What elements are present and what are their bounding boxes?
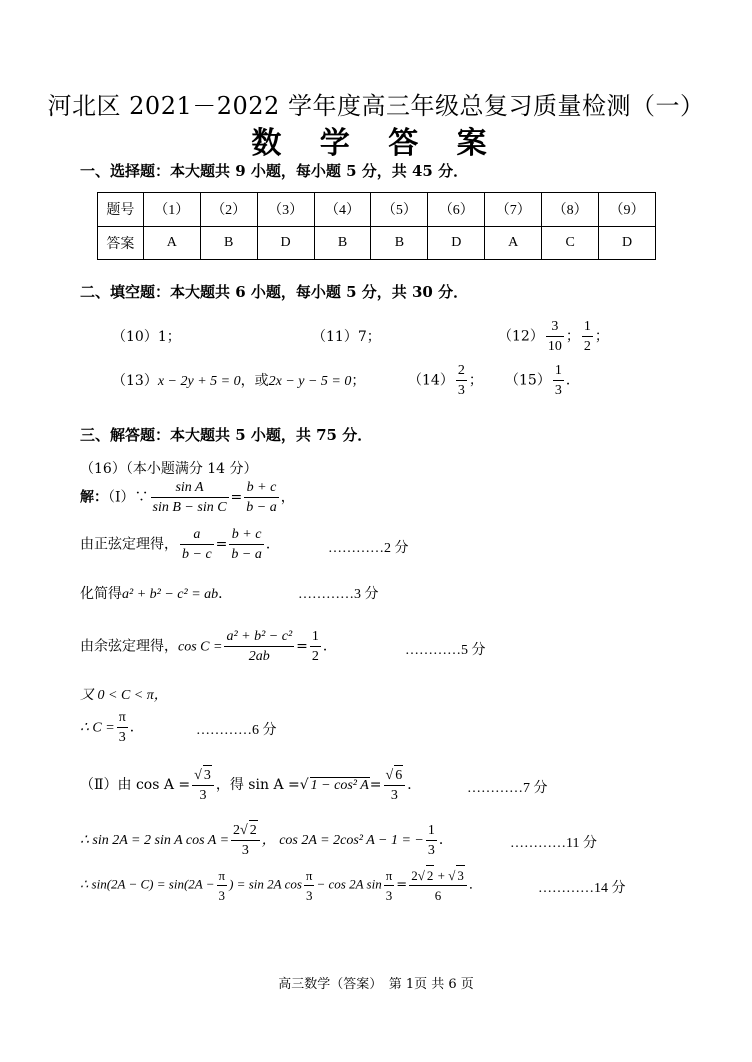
section1-heading: 一、选择题：本大题共 9 小题，每小题 5 分，共 45 分． [80,162,469,180]
fraction-denominator: 3 [218,887,226,903]
fraction-denominator: 3 [457,383,465,398]
score-marker: …………3 分 [298,587,379,602]
table-cell: （2） [200,193,257,227]
fraction-denominator: 3 [427,842,435,858]
q13-answer [112,370,365,390]
line-end: ． [265,536,280,553]
score-marker: …………5 分 [405,643,486,658]
table-cell: （5） [371,193,428,227]
lhs: cos C = [178,639,223,655]
q15-answer [505,361,580,400]
fraction [426,821,437,860]
part1-label: （Ⅰ）∵ [108,489,149,506]
fraction-denominator: 3 [385,887,393,903]
line-end: ． [322,638,337,655]
q10-answer [112,326,181,346]
score-marker: …………14 分 [538,881,626,896]
line-end: ， [280,489,295,506]
table-cell: （3） [257,193,314,227]
fraction-denominator: b − c [182,547,212,562]
table-cell: （4） [314,193,371,227]
fraction [409,865,467,905]
fraction [310,627,321,666]
q13-equation-1: x − 2y + 5 = 0 [157,374,241,389]
solution-line-2 [80,525,280,564]
equals: = [215,536,228,553]
fraction-numerator: 1 [553,361,564,381]
fraction-numerator: 2√ 2 + √ 3 [409,865,467,886]
fraction [192,765,214,805]
fraction-denominator: 3 [241,843,249,858]
radicand: 3 [203,765,212,785]
line-prefix: 由余弦定理得， [80,638,178,655]
table-cell: 答案 [98,226,144,260]
table-cell: 题号 [98,193,144,227]
fraction-denominator: 2 [311,649,319,664]
q16-header: （16）（本小题满分 14 分） [80,461,258,477]
radicand: 2 [249,820,258,840]
line-prefix: ∴ sin(2A − C) = sin(2A − [80,876,215,892]
table-cell: D [599,226,656,260]
line-mid: ， cos 2A = 2cos² A − 1 = − [261,833,424,848]
solution-line-8 [80,820,453,860]
fraction-denominator: 2 [583,339,591,354]
fraction [180,525,214,564]
fraction [224,627,294,666]
q14-fraction [456,361,467,400]
fraction-numerator: π [304,866,315,886]
score-marker: …………11 分 [510,836,597,851]
page-title: 河北区 2021－2022 学年度高三年级总复习质量检测（一） [47,92,705,120]
q15-end: ． [565,372,580,389]
coefficient: 2 [411,868,418,883]
solution-line-4 [80,627,337,666]
solution-line-7: （Ⅱ）由 cos A = $\frac{√ 3}{3}$ ，得 sin A =√ 1 − cos² A= $\frac{√ 6}{3}$ ． [80,765,421,805]
table-cell: B [200,226,257,260]
expression: a² + b² − c² = ab [122,587,219,602]
fraction-denominator: 2ab [248,649,270,664]
fraction-denominator: 3 [305,887,313,903]
equals: = [369,777,382,793]
table-cell: D [257,226,314,260]
solution-line-9 [80,865,482,905]
line-end: ． [129,719,144,736]
fraction-numerator: 1 [426,821,437,841]
fraction-numerator: 2 [456,361,467,381]
fraction-numerator: π [117,708,128,728]
coefficient: 2 [233,823,241,838]
equals: = [396,877,408,893]
table-row-numbers [98,193,656,227]
q14-label: （14） [408,372,454,389]
fraction [229,525,263,564]
q10-label: （10） [112,329,158,345]
page-footer: 高三数学（答案） 第 1页 共 6 页 [278,977,474,992]
fraction-numerator: b + c [244,478,278,498]
fraction [384,866,395,905]
line-end: ． [407,777,422,793]
table-cell: C [542,226,599,260]
fraction-numerator: π [384,866,395,886]
q11-label: （11） [312,329,358,345]
fraction-denominator: 3 [118,730,126,745]
fraction-numerator: 1 [582,317,593,337]
fraction-denominator: 3 [390,788,398,803]
fraction-denominator: sin B − sin C [152,500,227,515]
line-prefix: ∴ sin 2A = 2 sin A cos A = [80,833,230,848]
solution-line-6 [80,708,144,747]
equals: = [296,638,308,655]
table-cell: D [428,226,485,260]
q11-value: 7； [357,329,381,345]
q14-end: ； [468,372,483,389]
table-cell: （8） [542,193,599,227]
table-cell: （9） [599,193,656,227]
fraction-numerator: 2√ 2 [231,820,260,841]
line-end: ． [438,832,453,848]
line-end: ． [218,586,233,602]
table-cell: B [371,226,428,260]
plus-sign: + [434,868,449,883]
fraction [151,478,229,517]
table-cell: B [314,226,371,260]
fraction-numerator: 3 [546,317,564,337]
fraction-denominator: b − a [246,500,277,515]
fraction-denominator: 10 [547,339,562,354]
radicand: 1 − cos² A [310,778,369,793]
q12-label: （12） [498,328,544,345]
q11-answer [312,326,381,346]
table-cell: A [143,226,200,260]
solution-line-1 [80,478,295,517]
fraction-numerator: a [180,525,214,545]
radicand: 3 [456,865,465,885]
q13-end: ； [351,373,366,389]
line-mid: ，得 sin A = [215,777,300,793]
fraction [304,866,315,905]
table-cell: A [485,226,542,260]
section2-heading: 二、填空题：本大题共 6 小题，每小题 5 分，共 30 分． [80,283,469,301]
fraction [217,866,228,905]
fraction-numerator: sin A [151,478,229,498]
q13-mid: ，或 [240,373,269,389]
fraction-numerator: √ 3 [192,765,214,786]
fraction-numerator: b + c [229,525,263,545]
radicand: 6 [394,765,403,785]
fraction [244,478,278,517]
line-prefix: （Ⅱ）由 cos A = [80,777,191,793]
line-end: ． [468,877,482,893]
fraction [117,708,128,747]
fraction-denominator: 3 [554,383,562,398]
equals: = [230,489,243,506]
q12-end: ； [594,328,609,345]
q13-equation-2: 2x − y − 5 = 0 [268,374,352,389]
table-row-answers [98,226,656,260]
table-cell: （1） [143,193,200,227]
solve-label: 解： [80,489,108,506]
fraction-denominator: 3 [199,788,207,803]
line-mid: − cos 2A sin [316,876,382,892]
fraction-denominator: b − a [231,547,262,562]
score-marker: …………6 分 [196,723,277,738]
q14-answer [408,361,483,400]
fraction-numerator: √ 6 [384,765,406,786]
q12-answer [498,317,609,356]
score-marker: …………2 分 [328,541,409,556]
section3-heading: 三、解答题：本大题共 5 小题，共 75 分． [80,426,373,444]
fraction-numerator: a² + b² − c² [224,627,294,647]
q12-separator: ； [565,328,580,345]
page-subtitle: 数 学 答 案 [251,126,501,161]
line-mid: ) = sin 2A cos [229,876,302,892]
q12-fraction-1 [546,317,564,356]
radicand: 2 [426,865,435,885]
q15-label: （15） [505,372,551,389]
fraction-numerator: 1 [310,627,321,647]
q13-label: （13） [112,373,158,389]
fraction-denominator: 6 [434,888,442,903]
fraction [384,765,406,805]
table-cell: （6） [428,193,485,227]
fraction-numerator: π [217,866,228,886]
q10-value: 1； [157,329,181,345]
fraction [231,820,260,860]
table-cell: （7） [485,193,542,227]
score-marker: …………7 分 [467,781,548,796]
line-prefix: ∴ C = [80,720,115,736]
q15-fraction [553,361,564,400]
line-prefix: 化简得 [80,586,122,602]
solution-line-5: 又 0 < C < π， [80,688,168,703]
answer-table [97,192,656,260]
line-prefix: 由正弦定理得， [80,536,178,553]
q12-fraction-2 [582,317,593,356]
solution-line-3 [80,583,232,603]
